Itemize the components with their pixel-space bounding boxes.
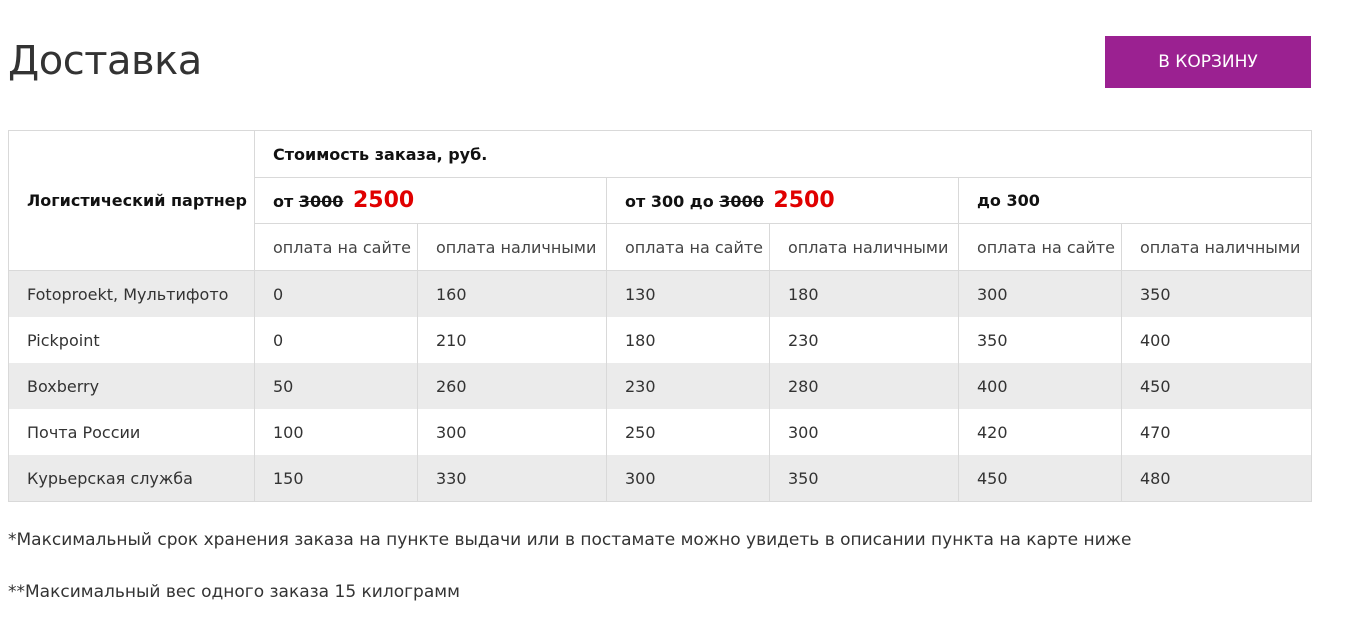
table-row xyxy=(9,363,1312,409)
price-cell: 150 xyxy=(255,455,418,502)
price-cell: 300 xyxy=(770,409,959,455)
payment-cash-header: оплата наличными xyxy=(770,224,959,271)
delivery-table xyxy=(8,130,1312,502)
new-price: 2500 xyxy=(352,188,415,213)
price-cell: 400 xyxy=(959,363,1122,409)
price-cell: 350 xyxy=(1122,271,1312,318)
payment-cash-header: оплата наличными xyxy=(418,224,607,271)
payment-site-header: оплата на сайте xyxy=(607,224,770,271)
price-group-prefix: от 300 до xyxy=(625,192,714,211)
payment-cash-header: оплата наличными xyxy=(1122,224,1312,271)
table-row xyxy=(9,409,1312,455)
new-price: 2500 xyxy=(773,188,835,213)
payment-site-header: оплата на сайте xyxy=(255,224,418,271)
weight-note: **Максимальный вес одного заказа 15 килограмм xyxy=(8,582,460,602)
table-row xyxy=(9,455,1312,502)
partner-name: Почта России xyxy=(9,409,255,455)
price-cell: 160 xyxy=(418,271,607,318)
old-price: 3000 xyxy=(298,192,344,211)
table-row xyxy=(9,271,1312,318)
price-cell: 180 xyxy=(607,317,770,363)
table-row xyxy=(9,317,1312,363)
price-cell: 250 xyxy=(607,409,770,455)
price-cell: 300 xyxy=(418,409,607,455)
price-cell: 0 xyxy=(255,271,418,318)
partner-name: Курьерская служба xyxy=(9,455,255,502)
price-cell: 330 xyxy=(418,455,607,502)
price-cell: 50 xyxy=(255,363,418,409)
price-cell: 0 xyxy=(255,317,418,363)
price-cell: 400 xyxy=(1122,317,1312,363)
storage-note: *Максимальный срок хранения заказа на пункте выдачи или в постамате можно увидеть в описании пункта на карте ниже xyxy=(8,530,1132,550)
price-cell: 260 xyxy=(418,363,607,409)
price-cell: 450 xyxy=(1122,363,1312,409)
price-group-header xyxy=(255,178,607,224)
add-to-cart-button[interactable]: В КОРЗИНУ xyxy=(1105,36,1311,88)
partner-name: Pickpoint xyxy=(9,317,255,363)
partner-name: Boxberry xyxy=(9,363,255,409)
price-cell: 350 xyxy=(770,455,959,502)
price-cell: 100 xyxy=(255,409,418,455)
price-cell: 210 xyxy=(418,317,607,363)
page-title: Доставка xyxy=(8,38,202,84)
price-cell: 350 xyxy=(959,317,1122,363)
price-cell: 470 xyxy=(1122,409,1312,455)
price-group-header xyxy=(607,178,959,224)
price-cell: 420 xyxy=(959,409,1122,455)
price-cell: 180 xyxy=(770,271,959,318)
payment-site-header: оплата на сайте xyxy=(959,224,1122,271)
order-cost-header: Стоимость заказа, руб. xyxy=(255,131,1312,178)
partner-name: Fotoproekt, Мультифото xyxy=(9,271,255,318)
price-cell: 300 xyxy=(607,455,770,502)
price-cell: 480 xyxy=(1122,455,1312,502)
price-cell: 300 xyxy=(959,271,1122,318)
price-group-label: до 300 xyxy=(977,191,1040,210)
price-cell: 230 xyxy=(770,317,959,363)
price-cell: 230 xyxy=(607,363,770,409)
price-cell: 280 xyxy=(770,363,959,409)
price-group-header xyxy=(959,178,1312,224)
partner-column-header: Логистический партнер xyxy=(9,131,255,271)
price-cell: 130 xyxy=(607,271,770,318)
old-price: 3000 xyxy=(719,192,764,211)
price-cell: 450 xyxy=(959,455,1122,502)
price-group-prefix: от xyxy=(273,192,294,211)
